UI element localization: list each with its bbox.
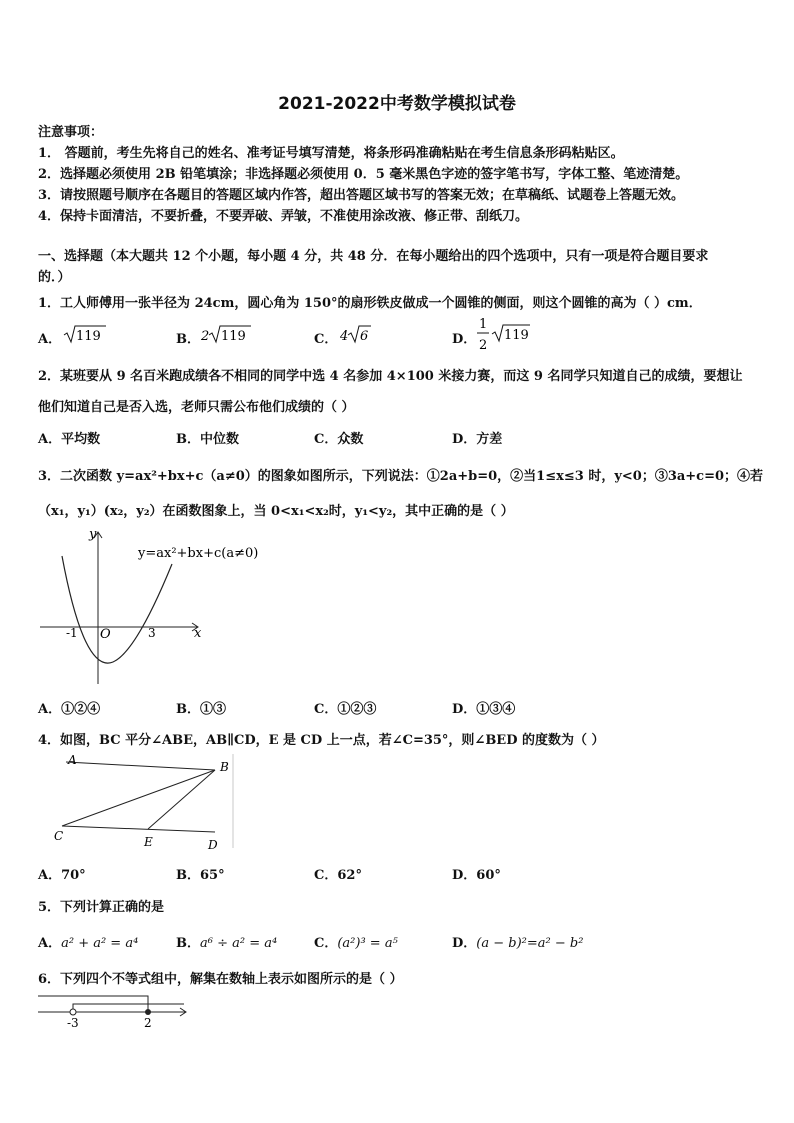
q3-option-b: B．①③ (176, 702, 226, 717)
q2-option-b: B．中位数 (176, 432, 239, 447)
q1-option-a-math (62, 322, 108, 346)
svg-text:2: 2 (479, 338, 488, 353)
q1-option-b-math (199, 322, 253, 346)
option-letter: A． (38, 936, 62, 951)
point-c-label: C (54, 829, 64, 843)
option-letter: B． (176, 936, 200, 951)
question-4-stem: 4．如图，BC 平分∠ABE，AB∥CD，E 是 CD 上一点，若∠C=35°，则∠BED 的度数为（ ） (38, 733, 605, 748)
tick-label-neg1: -1 (66, 626, 78, 640)
svg-text:2: 2 (201, 329, 210, 344)
notice-item-1: 1． 答题前，考生先将自己的姓名、准考证号填写清楚，将条形码准确粘贴在考生信息条形码粘贴区。 (38, 146, 624, 161)
option-letter: B． (176, 332, 200, 347)
closed-point-2 (145, 1009, 151, 1015)
q5-option-b (176, 932, 277, 951)
q3-option-d: D．①③④ (452, 702, 516, 717)
line-be (148, 770, 215, 829)
section-heading-line1: 一、选择题（本大题共 12 个小题，每小题 4 分，共 48 分．在每小题给出的四个选项中，只有一项是符合题目要求 (38, 249, 709, 264)
option-math: (a − b)²=a² − b² (476, 936, 584, 951)
svg-text:119: 119 (504, 328, 529, 343)
svg-text:6: 6 (360, 329, 369, 344)
line-ab (66, 762, 215, 770)
q2-option-c: C．众数 (314, 432, 364, 447)
line-bc (62, 770, 215, 826)
q2-option-a: A．平均数 (38, 432, 101, 447)
point-e-label: E (144, 835, 153, 849)
svg-text:119: 119 (221, 329, 246, 344)
tick-label-neg3: -3 (67, 1016, 79, 1030)
q3-parabola-graph (34, 524, 264, 690)
q3-option-c: C．①②③ (314, 702, 377, 717)
q1-option-a (38, 328, 61, 347)
question-6-stem: 6．下列四个不等式组中，解集在数轴上表示如图所示的是（ ） (38, 972, 403, 987)
notice-item-2: 2．选择题必须使用 2B 铅笔填涂；非选择题必须使用 0．5 毫米黑色字迹的签字笔书写，字体工整、笔迹清楚。 (38, 167, 689, 182)
question-2-stem-line1: 2．某班要从 9 名百米跑成绩各不相同的同学中选 4 名参加 4×100 米接力赛，而这 9 名同学只知道自己的成绩，要想让 (38, 369, 743, 384)
question-3-stem-line1: 3．二次函数 y=ax²+bx+c（a≠0）的图象如图所示，下列说法：①2a+b=0，②当1≤x≤3 时，y<0；③3a+c=0；④若 (38, 469, 764, 484)
solution-ray-from-neg3 (73, 1004, 184, 1012)
line-cd (62, 826, 215, 832)
point-d-label: D (208, 838, 218, 852)
option-letter: D． (452, 332, 477, 347)
q6-number-line (34, 992, 194, 1032)
svg-text:119: 119 (76, 329, 101, 344)
question-1-stem: 1．工人师傅用一张半径为 24cm，圆心角为 150°的扇形铁皮做成一个圆锥的侧面，则这个圆锥的高为（ ）cm． (38, 296, 702, 311)
q1-option-d-math (476, 314, 532, 354)
q5-option-d (452, 932, 583, 951)
option-letter: A． (38, 332, 62, 347)
notice-item-3: 3．请按照题号顺序在各题目的答题区域内作答，超出答题区域书写的答案无效；在草稿纸、试题卷上答题无效。 (38, 188, 685, 203)
option-letter: D． (452, 936, 477, 951)
origin-label: O (100, 627, 111, 642)
point-b-label: B (220, 760, 229, 774)
q4-option-b: B．65° (176, 868, 225, 883)
q2-option-d: D．方差 (452, 432, 503, 447)
q4-option-a: A．70° (38, 868, 86, 883)
tick-label-2: 2 (144, 1016, 152, 1030)
svg-text:1: 1 (479, 317, 488, 332)
q1-option-d (452, 328, 476, 347)
point-a-label: A (68, 753, 77, 767)
option-math: (a²)³ = a⁵ (337, 936, 398, 951)
option-letter: C． (314, 936, 338, 951)
x-axis-label: x (194, 626, 202, 641)
section-heading-line2: 的．） (38, 270, 71, 285)
q1-option-b (176, 328, 200, 347)
q5-option-c (314, 932, 398, 951)
q4-option-d: D．60° (452, 868, 501, 883)
question-2-stem-line2: 他们知道自己是否入选，老师只需公布他们成绩的（ ） (38, 400, 355, 415)
parabola-curve (62, 556, 172, 663)
question-5-stem: 5．下列计算正确的是 (38, 900, 165, 915)
tick-label-3: 3 (148, 626, 156, 640)
q5-option-a (38, 932, 138, 951)
option-letter: C． (314, 332, 338, 347)
question-3-stem-line2: （x₁，y₁）(x₂，y₂）在函数图象上，当 0<x₁<x₂时，y₁<y₂，其中正确的是（ ） (38, 504, 514, 519)
q1-option-c (314, 328, 337, 347)
page-title: 2021-2022中考数学模拟试卷 (278, 94, 516, 114)
notice-heading: 注意事项： (38, 125, 104, 140)
q4-option-c: C．62° (314, 868, 362, 883)
svg-text:4: 4 (340, 329, 349, 344)
option-math: a⁶ ÷ a² = a⁴ (200, 936, 278, 951)
notice-item-4: 4．保持卡面清洁，不要折叠，不要弄破、弄皱，不准使用涂改液、修正带、刮纸刀。 (38, 209, 529, 224)
q3-option-a: A．①②④ (38, 702, 101, 717)
q1-option-c-math (338, 322, 374, 346)
y-axis-label: y (89, 527, 97, 542)
q4-geometry-figure (50, 752, 240, 852)
option-math: a² + a² = a⁴ (61, 936, 139, 951)
open-point-neg3 (70, 1009, 76, 1015)
function-label: y=ax²+bx+c(a≠0) (138, 546, 259, 561)
